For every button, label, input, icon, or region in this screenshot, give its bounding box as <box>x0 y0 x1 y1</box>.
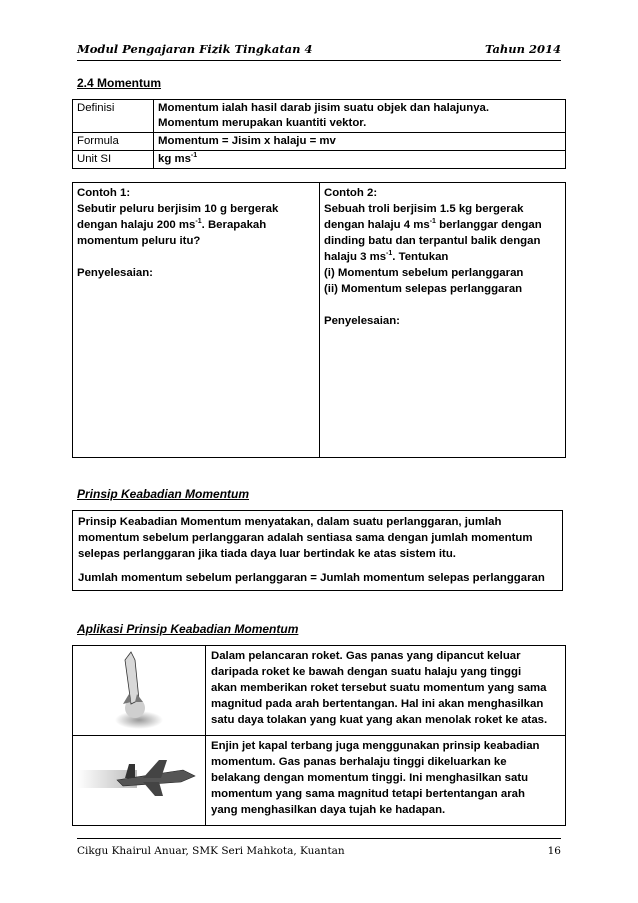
examples-table <box>72 182 566 458</box>
text: . Berapakah <box>201 219 267 231</box>
jet-line: belakang dengan momentum tinggi. Ini menghasilkan satu <box>211 772 529 784</box>
example-1-title: Contoh 1: <box>77 187 131 199</box>
example-1-line: Sebutir peluru berjisim 10 g bergerak <box>77 203 279 215</box>
rocket-description <box>206 646 566 736</box>
text: dengan halaju 4 ms <box>324 219 430 231</box>
conservation-line: selepas perlanggaran jika tiada daya luar bertindak ke atas sistem itu. <box>78 548 456 560</box>
sup: -1 <box>195 218 202 225</box>
sup: -1 <box>429 218 436 225</box>
rocket-line: magnitud pada arah bertentangan. Hal ini akan menghasilkan <box>211 698 544 710</box>
page-number: 16 <box>547 845 561 857</box>
example-2-line: Sebuah troli berjisim 1.5 kg bergerak <box>324 203 524 215</box>
jet-line: momentum. Gas panas berhalaju tinggi dikeluarkan ke <box>211 756 507 768</box>
example-1-solution: Penyelesaian: <box>77 267 153 279</box>
conservation-box <box>72 510 563 591</box>
text: berlanggar dengan <box>435 219 542 231</box>
header-year: Tahun 2014 <box>484 42 561 56</box>
example-2-title: Contoh 2: <box>324 187 378 199</box>
unit-value <box>154 151 566 169</box>
jet-description <box>206 736 566 826</box>
table-row <box>73 183 566 458</box>
jet-line: Enjin jet kapal terbang juga menggunakan prinsip keabadian <box>211 740 540 752</box>
sup: -1 <box>386 250 393 257</box>
example-1-line: momentum peluru itu? <box>77 235 201 247</box>
page-footer <box>77 838 561 859</box>
text: dengan halaju 200 ms <box>77 219 196 231</box>
unit-sup: -1 <box>190 152 198 159</box>
def-line: Momentum merupakan kuantiti vektor. <box>158 117 367 129</box>
text: . Tentukan <box>392 251 449 263</box>
applications-table <box>72 645 566 826</box>
def-label: Definisi <box>73 100 154 133</box>
rocket-image-cell <box>73 646 206 736</box>
example-2-line: dinding batu dan terpantul balik dengan <box>324 235 541 247</box>
unit-text: kg ms <box>158 153 191 165</box>
jet-line: momentum yang sama magnitud tetapi bertentangan arah <box>211 788 525 800</box>
rocket-illustration <box>73 646 205 730</box>
section-title: 2.4 Momentum <box>77 76 162 90</box>
header-title: Modul Pengajaran Fizik Tingkatan 4 <box>77 42 313 56</box>
example-2-line <box>324 249 561 265</box>
example-2-solution: Penyelesaian: <box>324 315 400 327</box>
applications-heading: Aplikasi Prinsip Keabadian Momentum <box>77 622 299 636</box>
table-row <box>73 100 566 133</box>
table-row <box>73 133 566 151</box>
text: halaju 3 ms <box>324 251 387 263</box>
table-row <box>73 151 566 169</box>
page-header <box>77 42 561 61</box>
definitions-table <box>72 99 566 169</box>
rocket-line: Dalam pelancaran roket. Gas panas yang dipancut keluar <box>211 650 521 662</box>
table-row <box>73 646 566 736</box>
rocket-line: daripada roket ke bawah dengan suatu halaju yang tinggi <box>211 666 522 678</box>
conservation-line: momentum sebelum perlanggaran adalah sentiasa sama dengan jumlah momentum <box>78 532 533 544</box>
table-row <box>73 736 566 826</box>
example-2-line: (ii) Momentum selepas perlanggaran <box>324 283 523 295</box>
rocket-line: akan memberikan roket tersebut suatu momentum yang sama <box>211 682 547 694</box>
conservation-equation: Jumlah momentum sebelum perlanggaran = Jumlah momentum selepas perlanggaran <box>78 572 545 584</box>
example-2-line <box>324 217 561 233</box>
example-2-cell <box>320 183 566 458</box>
conservation-line: Prinsip Keabadian Momentum menyatakan, dalam suatu perlanggaran, jumlah <box>78 516 502 528</box>
formula-label: Formula <box>73 133 154 151</box>
example-1-cell <box>73 183 320 458</box>
formula-value: Momentum = Jisim x halaju = mv <box>154 133 566 151</box>
example-2-line: (i) Momentum sebelum perlanggaran <box>324 267 524 279</box>
jet-line: yang menghasilkan daya tujah ke hadapan. <box>211 804 446 816</box>
def-line: Momentum ialah hasil darab jisim suatu objek dan halajunya. <box>158 102 490 114</box>
jet-image-cell <box>73 736 206 826</box>
rocket-line: satu daya tolakan yang kuat yang akan menolak roket ke atas. <box>211 714 548 726</box>
def-value <box>154 100 566 133</box>
conservation-heading: Prinsip Keabadian Momentum <box>77 487 250 501</box>
example-1-line <box>77 217 315 233</box>
jet-illustration <box>73 736 205 820</box>
unit-label: Unit SI <box>73 151 154 169</box>
footer-author: Cikgu Khairul Anuar, SMK Seri Mahkota, Kuantan <box>77 845 345 857</box>
jet-wing <box>143 782 163 796</box>
